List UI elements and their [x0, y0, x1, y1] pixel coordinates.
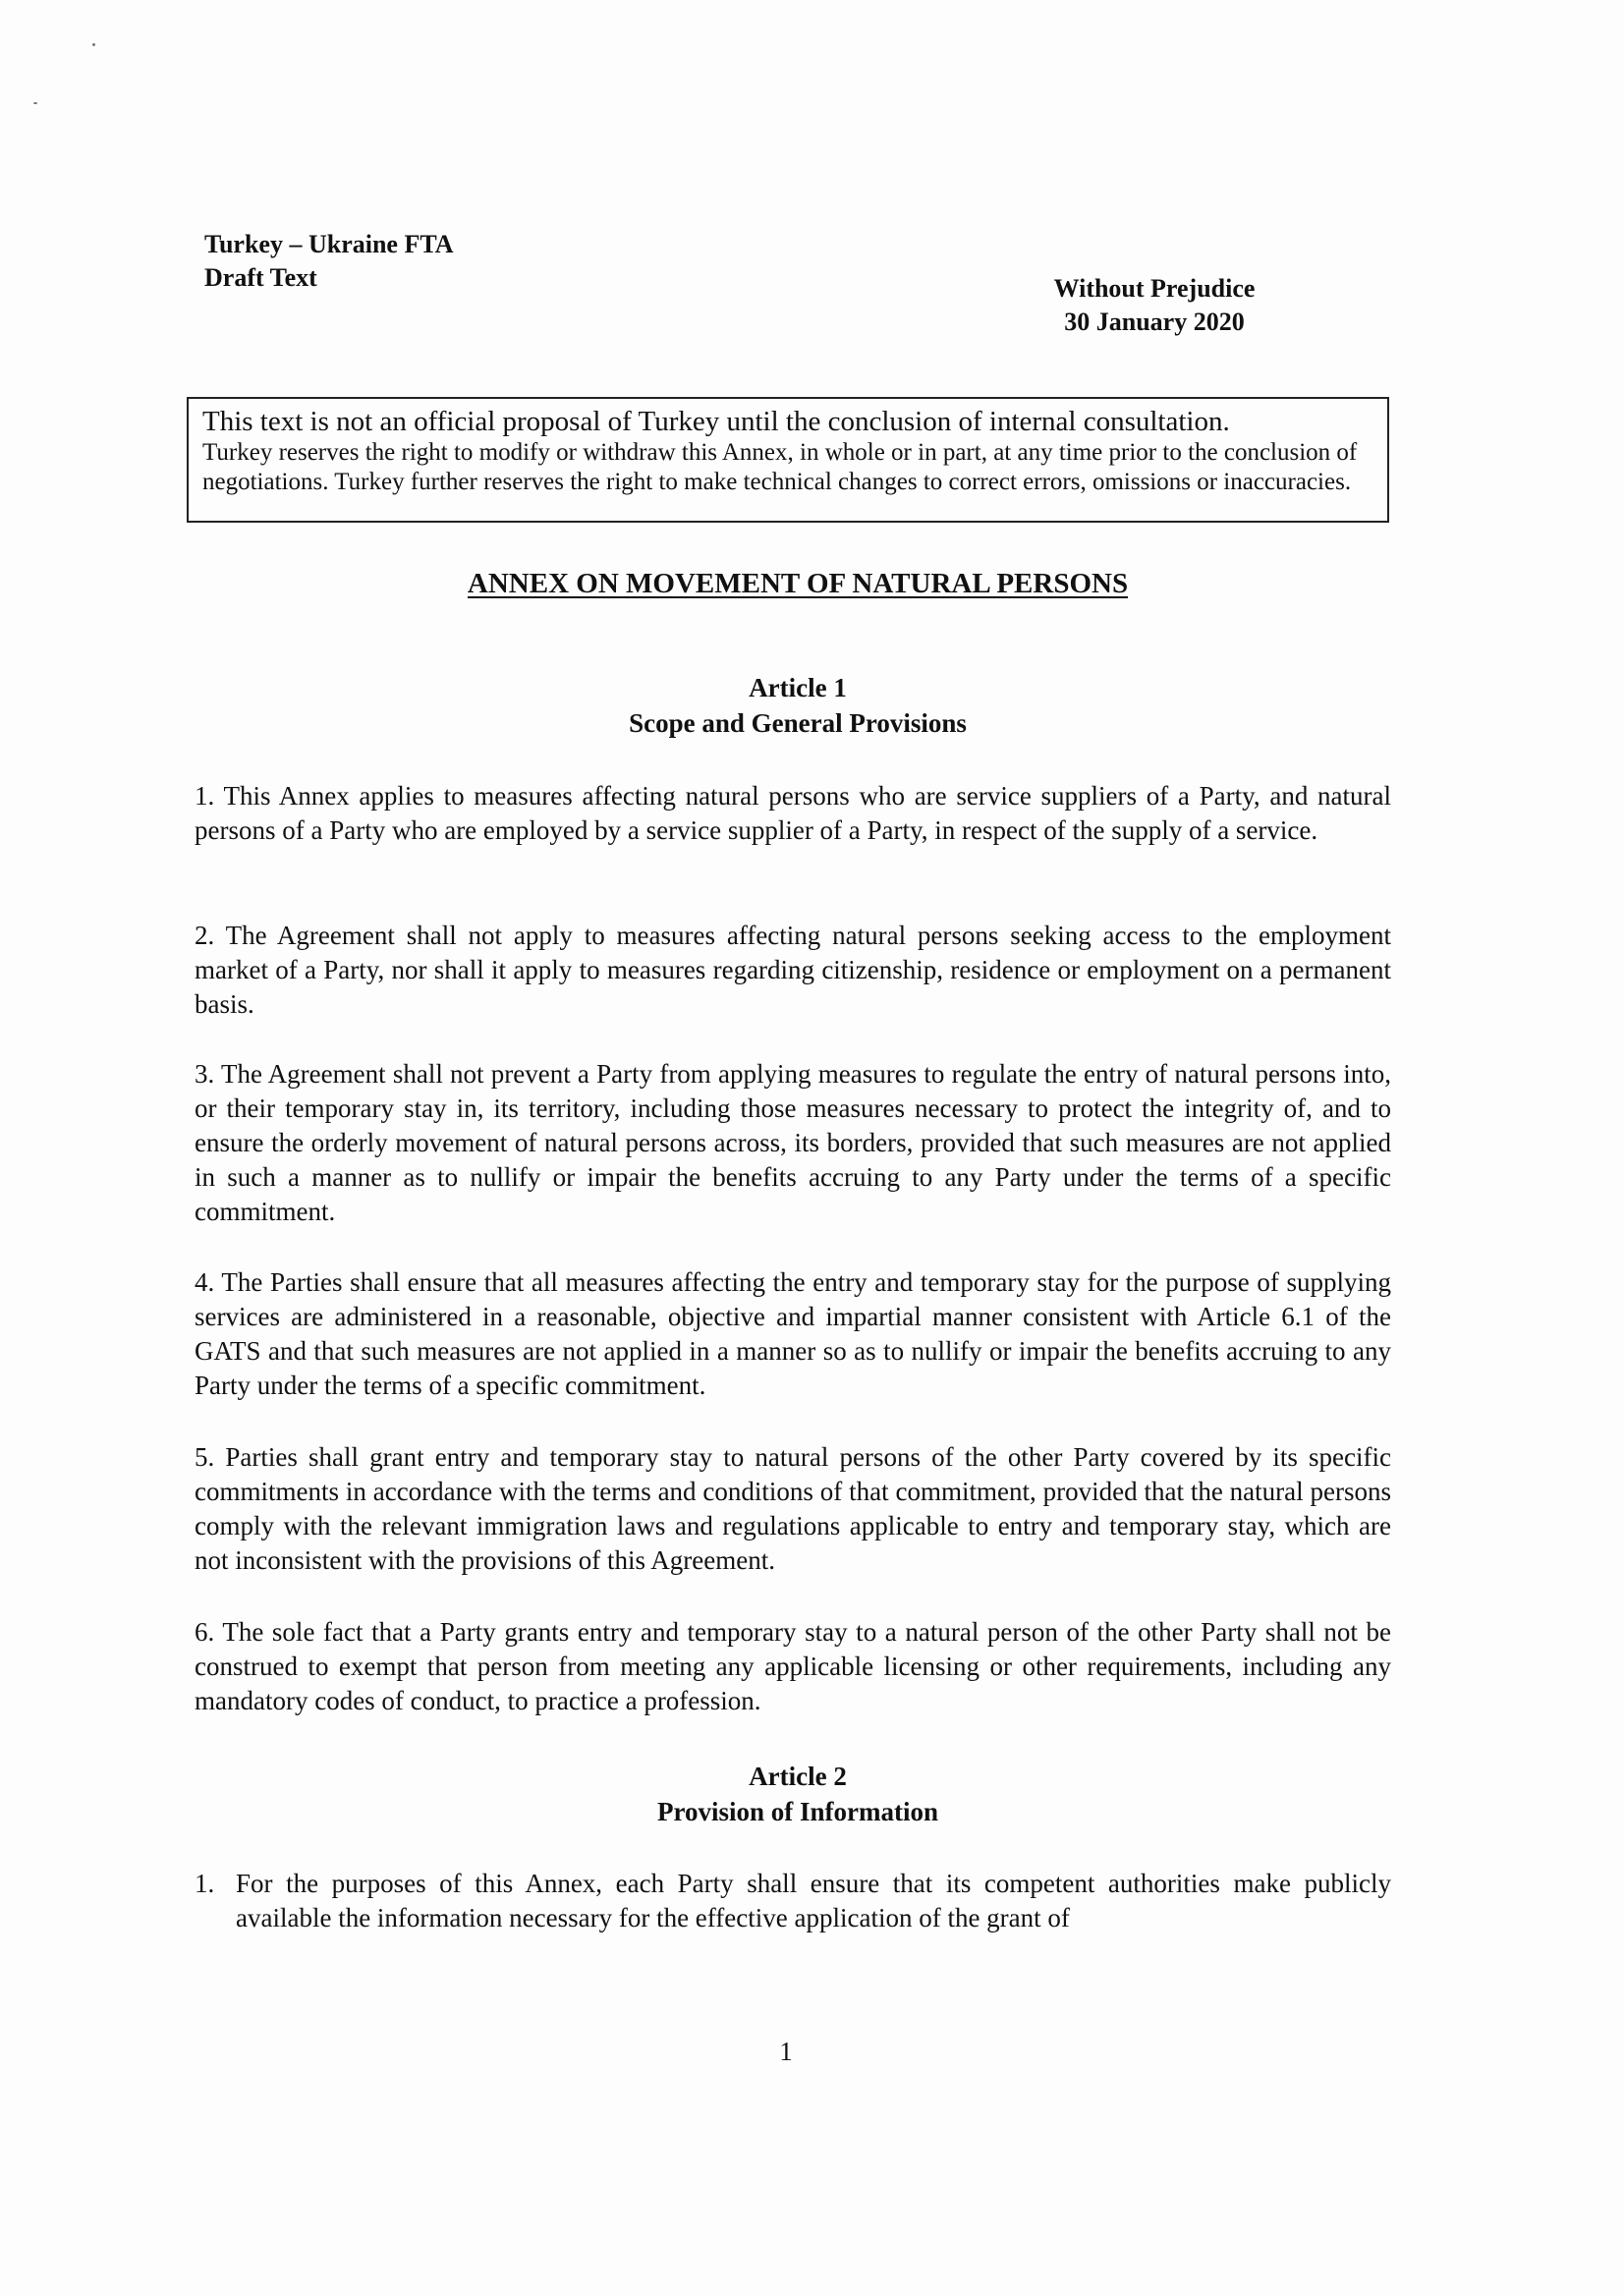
list-number: 1. — [195, 1869, 215, 1898]
document-header-right — [1012, 272, 1297, 339]
disclaimer-first-line: This text is not an official proposal of Turkey until the conclusion of internal consultation. — [202, 406, 1230, 437]
agreement-name: Turkey – Ukraine FTA — [204, 230, 454, 258]
article-2-item-1 — [195, 1867, 1391, 1935]
article-1-heading — [187, 670, 1409, 741]
scan-artifact-dot — [92, 43, 95, 46]
list-text: For the purposes of this Annex, each Party shall ensure that its competent authorities make publicly available the information necessary for the effective application of the grant of — [236, 1869, 1391, 1932]
document-header-left — [204, 228, 454, 295]
article-1-number: Article 1 — [749, 673, 847, 702]
page-number: 1 — [779, 2037, 793, 2066]
article-1-paragraph-6: 6. The sole fact that a Party grants entry and temporary stay to a natural person of the other Party shall not be construed to exempt that person from meeting any applicable licensing or other requirements, including any mandatory codes of conduct, to practice a profession. — [195, 1617, 1391, 1715]
article-1-paragraph-4: 4. The Parties shall ensure that all measures affecting the entry and temporary stay for the purpose of supplying services are administered in a reasonable, objective and impartial manner consistent with Article 6.1 of the GATS and that such measures are not applied in a manner so as to nullify or impair the benefits accruing to any Party under the terms of a specific commitment. — [195, 1267, 1391, 1400]
article-2-heading — [187, 1759, 1409, 1829]
article-1-paragraph-3: 3. The Agreement shall not prevent a Party from applying measures to regulate the entry of natural persons into, or their temporary stay in, its territory, including those measures necessary to protect the integrity of, and to ensure the orderly movement of natural persons across, its borders, provided that such measures are not applied in such a manner as to nullify or impair the benefits accruing to any Party under the terms of a specific commitment. — [195, 1059, 1391, 1226]
article-1-paragraph-1: 1. This Annex applies to measures affecting natural persons who are service suppliers of a Party, and natural persons of a Party who are employed by a service supplier of a Party, in respect of the supply of a service. — [195, 781, 1391, 845]
article-1-paragraph-2: 2. The Agreement shall not apply to measures affecting natural persons seeking access to the employment market of a Party, nor shall it apply to measures regarding citizenship, residence or employment on a permanent basis. — [195, 921, 1391, 1019]
disclaimer-text: Turkey reserves the right to modify or withdraw this Annex, in whole or in part, at any time prior to the conclusion of negotiations. Turkey further reserves the right to make technical changes to correct errors, omissions or inaccuracies. — [202, 439, 1358, 495]
article-2-number: Article 2 — [749, 1762, 847, 1791]
article-1-paragraph-5: 5. Parties shall grant entry and temporary stay to natural persons of the other Party covered by its specific commitments in accordance with the terms and conditions of that commitment, provided that the natural persons comply with the relevant immigration laws and regulations applicable to entry and temporary stay, which are not inconsistent with the provisions of this Agreement. — [195, 1442, 1391, 1575]
scan-artifact-dot — [33, 102, 37, 104]
prejudice-label: Without Prejudice — [1053, 274, 1256, 303]
article-2-title: Provision of Information — [656, 1797, 938, 1826]
draft-label: Draft Text — [204, 263, 317, 292]
disclaimer-box — [187, 397, 1389, 523]
annex-title: ANNEX ON MOVEMENT OF NATURAL PERSONS — [467, 568, 1129, 599]
article-1-title: Scope and General Provisions — [629, 708, 967, 738]
document-date: 30 January 2020 — [1064, 308, 1245, 336]
